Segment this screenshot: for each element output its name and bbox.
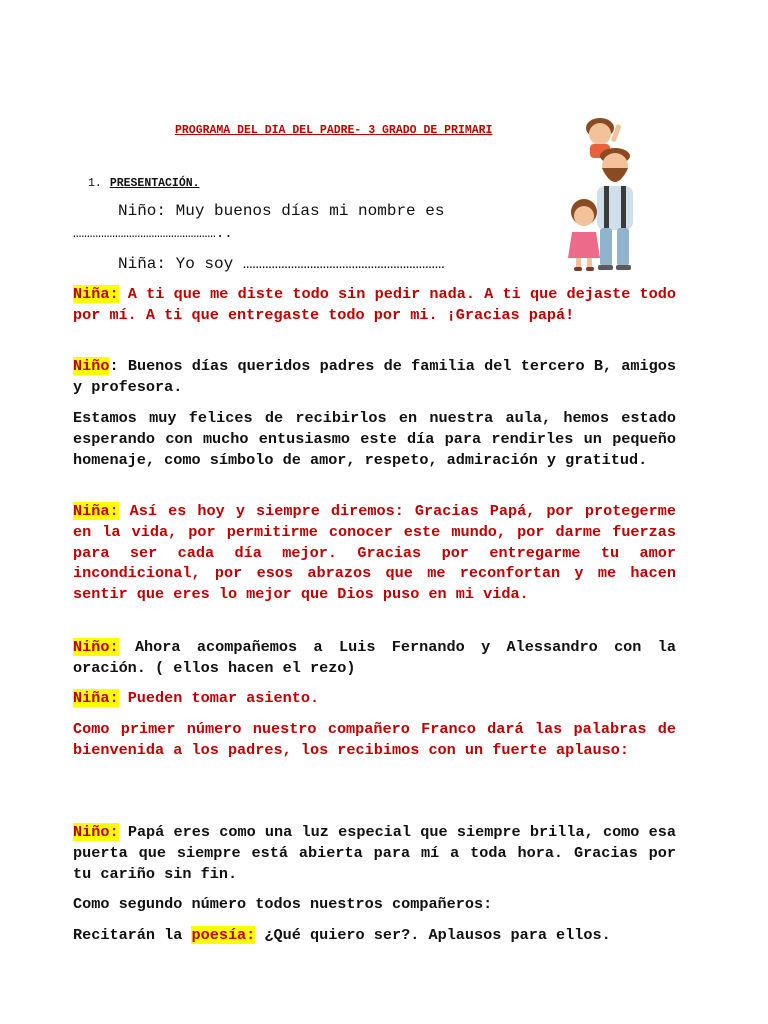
- paragraph-nina-2: [73, 501, 676, 605]
- speaker-label: Niña:: [73, 689, 119, 707]
- paragraph-text: Ahora acompañemos a Luis Fernando y Alessandro con la oración. ( ellos hacen el rezo): [73, 638, 676, 677]
- paragraph-nino-3: [73, 822, 676, 884]
- paragraph-nina-3: [73, 688, 676, 709]
- paragraph-poem: [73, 925, 676, 946]
- father-and-children-icon: [560, 112, 650, 272]
- page-title: PROGRAMA DEL DÍA DEL PADRE- 3 GRADO DE PRIMARI: [175, 124, 493, 137]
- section-number: 1.: [88, 177, 102, 190]
- speaker-label: Niña:: [73, 502, 119, 520]
- paragraph-second-number: Como segundo número todos nuestros compañeros:: [73, 895, 493, 913]
- intro-line-nina: Niña: Yo soy ………………………………………………………: [118, 255, 445, 273]
- paragraph-text: A ti que me diste todo sin pedir nada. A ti que dejaste todo por mí. A ti que entregaste todo por mi. ¡Gracias papá!: [73, 285, 676, 324]
- paragraph-text: Así es hoy y siempre diremos: Gracias Papá, por protegerme en la vida, por permitirme conocer este mundo, por darme fuerzas para ser cada día mejor. Gracias por entregarme tu amor incondicional, por esos abrazos que me reconfortan y me hacen sentir que eres lo mejor que Dios puso en mi vida.: [73, 502, 676, 604]
- paragraph-nino-1: [73, 356, 676, 398]
- section-label: PRESENTACIÓN.: [109, 177, 200, 190]
- paragraph-welcome: Estamos muy felices de recibirlos en nuestra aula, hemos estado esperando con mucho entusiasmo este día para rendirles un pequeño homenaje, como símbolo de amor, respeto, admiración y gratitud.: [73, 409, 676, 469]
- intro-line-nino-blank: ……………………………………………..: [73, 226, 233, 242]
- paragraph-nino-2: [73, 637, 676, 679]
- paragraph-text: ¿Qué quiero ser?. Aplausos para ellos.: [255, 926, 611, 944]
- intro-line-nino: Niño: Muy buenos días mi nombre es: [118, 202, 445, 220]
- paragraph-nina-1: [73, 284, 676, 326]
- poem-highlight: poesía:: [191, 926, 256, 944]
- speaker-label: Niña:: [73, 285, 119, 303]
- speaker-label: Niño: [73, 357, 110, 375]
- paragraph-first-number: Como primer número nuestro compañero Franco dará las palabras de bienvenida a los padres, los recibimos con un fuerte aplauso:: [73, 720, 676, 759]
- paragraph-text: Recitarán la: [73, 926, 192, 944]
- speaker-label: Niño:: [73, 823, 119, 841]
- paragraph-text: Pueden tomar asiento.: [118, 689, 320, 707]
- paragraph-text: : Buenos días queridos padres de familia del tercero B, amigos y profesora.: [73, 357, 676, 396]
- paragraph-text: Papá eres como una luz especial que siempre brilla, como esa puerta que siempre está abierta para mí a toda hora. Gracias por tu cariño sin fin.: [73, 823, 676, 883]
- section-heading: [88, 177, 200, 190]
- speaker-label: Niño:: [73, 638, 119, 656]
